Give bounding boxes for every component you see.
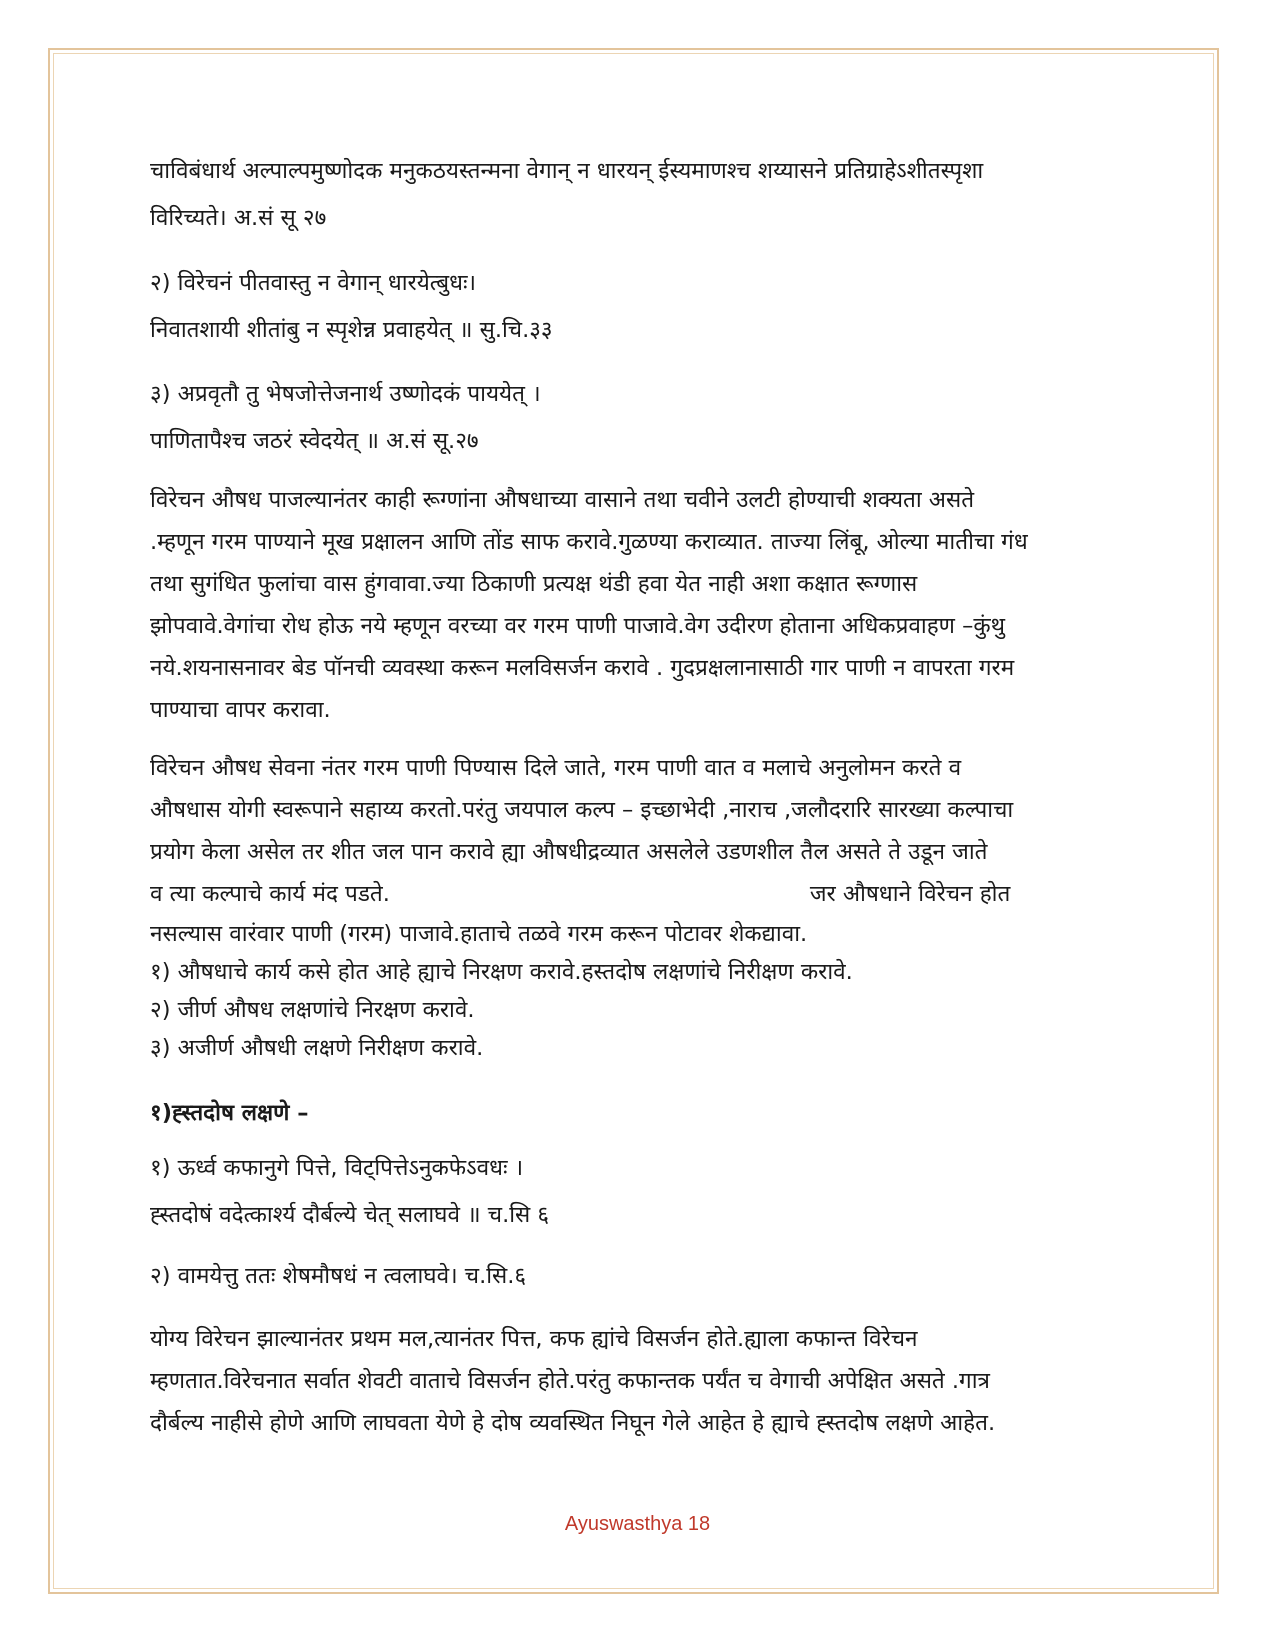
page-content (150, 148, 1130, 1444)
instruction-list (150, 915, 1130, 1067)
text-line: औषधास योगी स्वरूपाने सहाय्य करतो.परंतु जयपाल कल्प – इच्छाभेदी ,नाराच ,जलौदरारि सारख्या कल्पाचा (150, 797, 1014, 823)
text-line: तथा सुगंधित फुलांचा वास हुंगवावा.ज्या ठिकाणी प्रत्यक्ष थंडी हवा येत नाही अशा कक्षात रूग्णास (150, 571, 918, 597)
paragraph-4 (150, 479, 1130, 731)
text-line: २) विरेचनं पीतवास्तु न वेगान् धारयेत्बुधः। (150, 270, 477, 296)
text-line: विरिच्यते। अ.सं सू २७ (150, 205, 327, 231)
text-line-left: व त्या कल्पाचे कार्य मंद पडते. (150, 881, 390, 907)
list-item: नसल्यास वारंवार पाणी (गरम) पाजावे.हाताचे तळवे गरम करून पोटावर शेकद्यावा. (150, 921, 808, 947)
text-line: प्रयोग केला असेल तर शीत जल पान करावे ह्या औषधीद्रव्यात असलेले उडणशील तैल असते ते उडून जाते (150, 839, 988, 865)
text-line: नये.शयनासनावर बेड पॉनची व्यवस्था करून मलविसर्जन करावे . गुदप्रक्षलानासाठी गार पाणी न वापरता गरम (150, 655, 1015, 681)
text-line: विरेचन औषध पाजल्यानंतर काही रूग्णांना औषधाच्या वासाने तथा चवीने उलटी होण्याची शक्यता असते (150, 487, 975, 513)
text-line: दौर्बल्य नाहीसे होणे आणि लाघवता येणे हे दोष व्यवस्थित निघून गेले आहेत हे ह्याचे ह्स्तदोष लक्षणे आहेत. (150, 1410, 996, 1436)
paragraph-8 (150, 1318, 1130, 1444)
text-line: निवातशायी शीतांबु न स्पृशेन्न प्रवाहयेत् ॥ सु.चि.३३ (150, 317, 553, 343)
text-line: चाविबंधार्थ अल्पाल्पमुष्णोदक मनुकठयस्तन्मना वेगान् न धारयन् ईस्यमाणश्च शय्यासने प्रतिग्राहेऽशीतस्पृशा (150, 158, 984, 184)
verse-3 (150, 371, 1130, 465)
text-line (150, 873, 1130, 915)
page-footer: Ayuswasthya 18 (564, 1513, 711, 1535)
text-line: पाणितापैश्च जठरं स्वेदयेत् ॥ अ.सं सू.२७ (150, 428, 479, 454)
list-item: ३) अजीर्ण औषधी लक्षणे निरीक्षण करावे. (150, 1035, 484, 1061)
text-line: झोपवावे.वेगांचा रोध होऊ नये म्हणून वरच्या वर गरम पाणी पाजावे.वेग उदीरण होताना अधिकप्रवाहण –कुंथु (150, 613, 1005, 639)
list-item: १) औषधाचे कार्य कसे होत आहे ह्याचे निरक्षण करावे.हस्तदोष लक्षणांचे निरीक्षण करावे. (150, 959, 853, 985)
text-line: ह्स्तदोषं वदेत्कार्श्य दौर्बल्ये चेत् सलाघवे ॥ च.सि ६ (150, 1202, 550, 1228)
paragraph-5 (150, 747, 1130, 915)
paragraph-1 (150, 148, 1130, 242)
text-line: पाण्याचा वापर करावा. (150, 697, 331, 723)
section-heading: १)ह्स्तदोष लक्षणे – (150, 1100, 309, 1126)
text-line: विरेचन औषध सेवना नंतर गरम पाणी पिण्यास दिले जाते, गरम पाणी वात व मलाचे अनुलोमन करते व (150, 755, 962, 781)
text-line: ३) अप्रवृतौ तु भेषजोत्तेजनार्थ उष्णोदकं पाययेत् । (150, 381, 541, 407)
verse-6 (150, 1145, 1130, 1239)
text-line: .म्हणून गरम पाण्याने मूख प्रक्षालन आणि तोंड साफ करावे.गुळण्या कराव्यात. ताज्या लिंबू, ओल्या मातीचा गंध (150, 529, 1028, 555)
verse-2 (150, 260, 1130, 354)
text-line: म्हणतात.विरेचनात सर्वात शेवटी वाताचे विसर्जन होते.परंतु कफान्तक पर्यंत च वेगाची अपेक्षित असते .गात्र (150, 1368, 990, 1394)
text-line-right: जर औषधाने विरेचन होत (809, 881, 1011, 907)
list-item: २) जीर्ण औषध लक्षणांचे निरक्षण करावे. (150, 997, 475, 1023)
text-line: १) ऊर्ध्व कफानुगे पित्ते, विट्पित्तेऽनुकफेऽवधः । (150, 1155, 524, 1181)
text-line: योग्य विरेचन झाल्यानंतर प्रथम मल,त्यानंतर पित्त, कफ ह्यांचे विसर्जन होते.ह्याला कफान्त विरेचन (150, 1326, 918, 1352)
verse-7: २) वामयेत्तु ततः शेषमौषधं न त्वलाघवे। च.सि.६ (150, 1263, 527, 1289)
